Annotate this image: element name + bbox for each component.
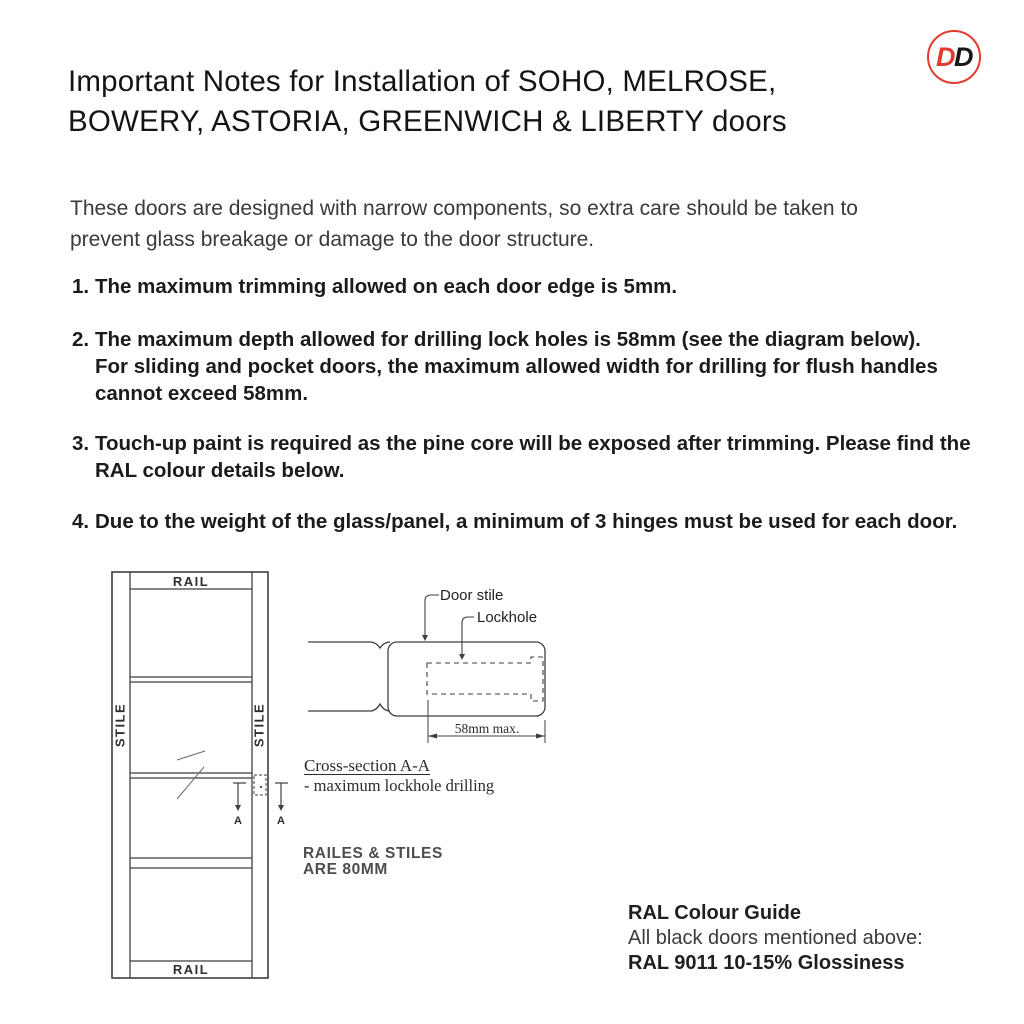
mid-rail-3 (130, 858, 252, 868)
lockhole-dot (260, 786, 262, 788)
mid-rail-1 (130, 677, 252, 682)
intro-paragraph (70, 193, 858, 255)
ral-colour-guide (628, 901, 923, 976)
rail-bottom-label: RAIL (172, 962, 210, 977)
note-number: 3. (72, 432, 90, 455)
mid-rail-2 (130, 773, 252, 778)
glass-marks (177, 751, 205, 799)
door-elevation-diagram (105, 565, 295, 990)
note-text: The maximum depth allowed for drilling lock holes is 58mm (see the diagram below). For sliding and pocket doors, the maximum allowed width for drilling for flush handles cannot exceed 58mm. (95, 328, 938, 405)
stile-right-label: STILE (251, 702, 267, 748)
page-title-line1: Important Notes for Installation of SOHO, MELROSE, (68, 65, 777, 98)
cross-section-title: Cross-section A-A (304, 756, 431, 775)
page-title (68, 62, 787, 142)
dd-logo (927, 30, 981, 84)
stile-cross-section (388, 642, 545, 716)
dd-logo-letter-1: D (936, 41, 954, 72)
door-stile-leader (422, 595, 439, 641)
ral-guide-line2: RAL 9011 10-15% Glossiness (628, 952, 905, 974)
note-text: Due to the weight of the glass/panel, a minimum of 3 hinges must be used for each door. (95, 510, 958, 533)
note-text: The maximum trimming allowed on each door edge is 5mm. (95, 275, 678, 298)
note-item-4 (72, 508, 957, 535)
note-item-1 (72, 273, 677, 300)
lockhole-position-box (254, 775, 266, 795)
note-item-2 (72, 326, 938, 407)
rails-stiles-note: RAILES & STILES ARE 80MM (303, 845, 443, 878)
section-arrow-right (275, 783, 288, 811)
section-a-label-right: A (277, 815, 285, 827)
dimension-label: 58mm max. (454, 721, 520, 736)
section-arrow-left (233, 783, 246, 811)
door-stile-label: Door stile (440, 587, 504, 604)
dimension-58mm (428, 700, 545, 743)
rail-top-label: RAIL (172, 574, 210, 589)
page-title-line2: BOWERY, ASTORIA, GREENWICH & LIBERTY doors (68, 105, 787, 138)
intro-line2: prevent glass breakage or damage to the door structure. (70, 228, 595, 251)
cross-section-subtitle: - maximum lockhole drilling (304, 776, 495, 795)
note-number: 2. (72, 328, 90, 351)
lockhole-label: Lockhole (477, 609, 538, 626)
note-number: 1. (72, 275, 90, 298)
section-a-label-left: A (234, 815, 242, 827)
lockhole-region (427, 657, 543, 701)
note-item-3 (72, 430, 971, 484)
ral-guide-title: RAL Colour Guide (628, 902, 801, 924)
intro-line1: These doors are designed with narrow components, so extra care should be taken to (70, 197, 858, 220)
ral-guide-line1: All black doors mentioned above: (628, 927, 923, 949)
panel-bar (308, 642, 390, 711)
door-outline (112, 572, 268, 978)
note-number: 4. (72, 510, 90, 533)
stile-left-label: STILE (112, 702, 128, 748)
note-text: Touch-up paint is required as the pine core will be exposed after trimming. Please find the RAL colour details below. (95, 432, 971, 482)
lockhole-leader (459, 617, 474, 660)
dd-logo-letter-2: D (954, 41, 972, 72)
